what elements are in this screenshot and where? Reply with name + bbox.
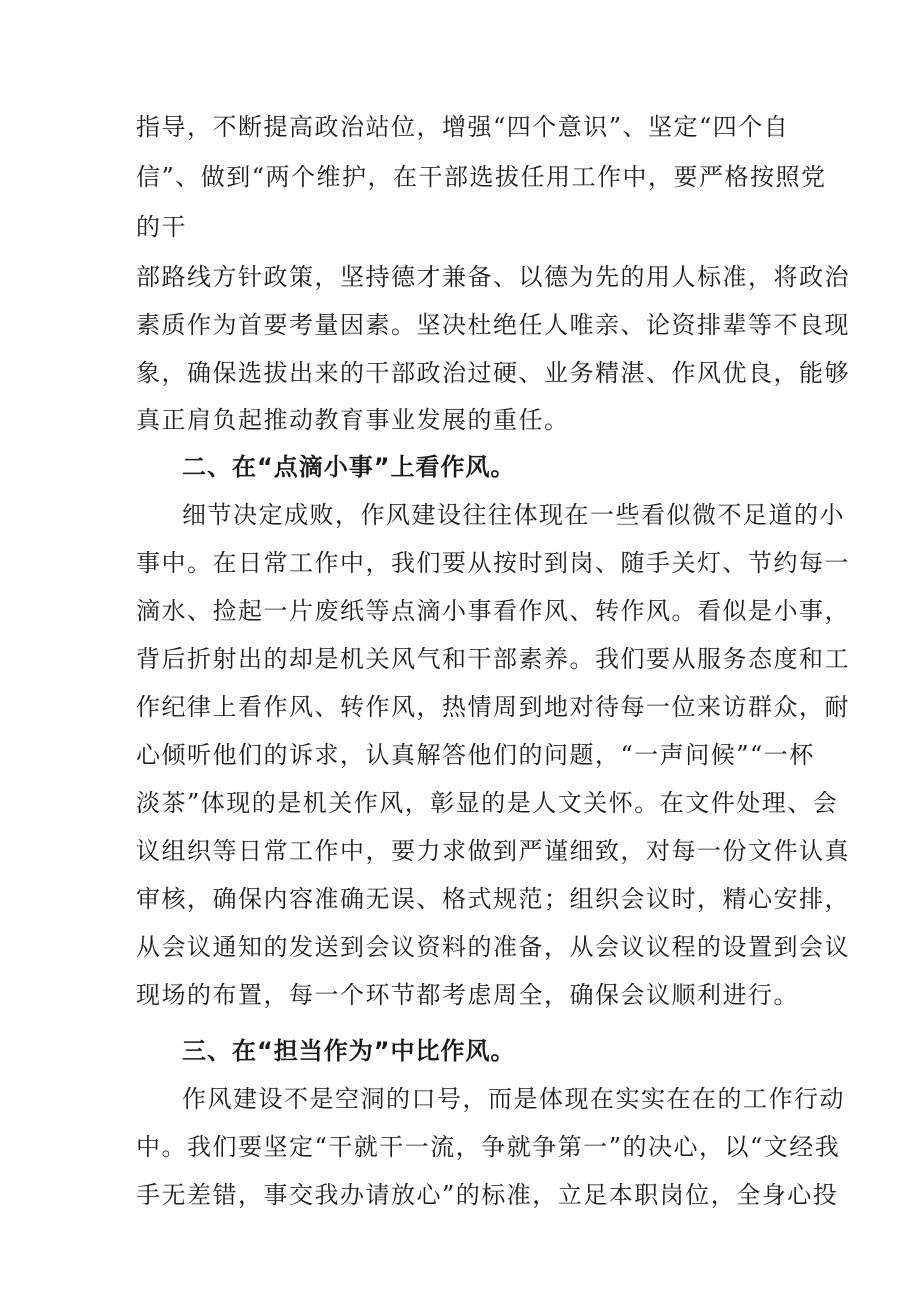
paragraph-line: 淡茶”体现的是机关作风，彰显的是人文关怀。在文件处理、会	[136, 789, 839, 817]
paragraph-line: 细节决定成败，作风建设往往体现在一些看似微不足道的小	[182, 501, 845, 529]
paragraph-line: 现场的布置，每一个环节都考虑周全，确保会议顺利进行。	[136, 981, 799, 1009]
paragraph-line: 滴水、捡起一片废纸等点滴小事看作风、转作风。看似是小事，	[136, 597, 850, 625]
paragraph-line: 事中。在日常工作中，我们要从按时到岗、随手关灯、节约每一	[136, 549, 850, 577]
paragraph-line: 指导，不断提高政治站位，增强“四个意识”、坚定“四个自	[136, 113, 790, 141]
paragraph-line: 中。我们要坚定“干就干一流，争就争第一”的决心，以“文经我	[136, 1133, 841, 1161]
paragraph-line: 议组织等日常工作中，要力求做到严谨细致，对每一份文件认真	[136, 837, 850, 865]
paragraph-line: 心倾听他们的诉求，认真解答他们的问题，“一声问候”“一杯	[136, 741, 815, 769]
paragraph-line: 素质作为首要考量因素。坚决杜绝任人唯亲、论资排辈等不良现	[136, 311, 850, 339]
section-heading-3: 三、在“担当作为”中比作风。	[182, 1037, 516, 1065]
paragraph-line: 背后折射出的却是机关风气和干部素养。我们要从服务态度和工	[136, 645, 850, 673]
paragraph-line: 象，确保选拔出来的干部政治过硬、业务精湛、作风优良，能够	[136, 359, 850, 387]
paragraph-line: 审核，确保内容准确无误、格式规范；组织会议时，精心安排，	[136, 885, 850, 913]
paragraph-line: 的干	[136, 213, 187, 241]
paragraph-line: 作纪律上看作风、转作风，热情周到地对待每一位来访群众，耐	[136, 693, 850, 721]
paragraph-line: 从会议通知的发送到会议资料的准备，从会议议程的设置到会议	[136, 933, 850, 961]
paragraph-line: 真正肩负起推动教育事业发展的重任。	[136, 406, 570, 434]
paragraph-line: 部路线方针政策，坚持德才兼备、以德为先的用人标准，将政治	[136, 263, 850, 291]
paragraph-line: 信”、做到“两个维护，在干部选拔任用工作中，要严格按照党	[136, 163, 827, 191]
paragraph-line: 作风建设不是空洞的口号，而是体现在实实在在的工作行动	[182, 1085, 845, 1113]
paragraph-line: 手无差错，事交我办请放心”的标准，立足本职岗位，全身心投	[136, 1181, 839, 1209]
section-heading-2: 二、在“点滴小事”上看作风。	[182, 453, 516, 481]
